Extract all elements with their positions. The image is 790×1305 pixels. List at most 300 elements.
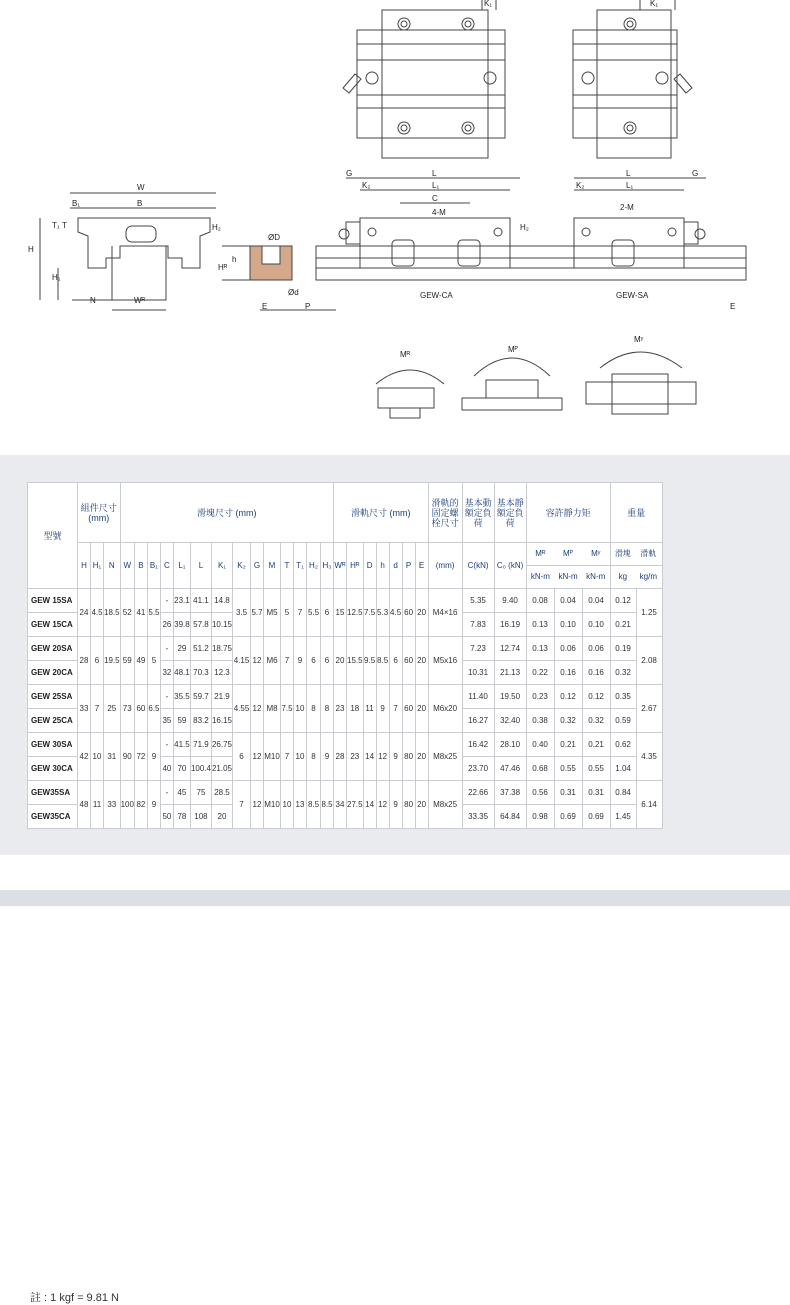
bottom-band — [0, 890, 790, 906]
spec-cell: 23 — [347, 733, 364, 781]
drawing-svg — [0, 0, 790, 450]
spec-cell: 10.31 — [462, 661, 494, 685]
spec-cell: 0.19 — [610, 637, 636, 661]
label-od: ØD — [268, 233, 280, 242]
spec-cell: M8 — [264, 685, 281, 733]
model-cell: GEW 30CA — [28, 757, 78, 781]
rail-weight-cell: 1.25 — [636, 589, 662, 637]
sub-header: L — [190, 543, 211, 589]
spec-cell: 0.22 — [526, 661, 554, 685]
spec-cell: 33 — [104, 781, 121, 829]
spec-cell: 0.13 — [526, 637, 554, 661]
spec-cell: 0.10 — [582, 613, 610, 637]
spec-cell: 4.5 — [91, 589, 104, 637]
label-t1: T₁ — [52, 221, 60, 230]
spec-cell: 0.04 — [582, 589, 610, 613]
spec-cell: 5.5 — [147, 589, 160, 637]
spec-cell: M5x16 — [428, 637, 462, 685]
moment-symbol: Mᴾ — [563, 549, 574, 558]
spec-cell: - — [160, 685, 173, 709]
spec-cell: 14.8 — [211, 589, 232, 613]
sub-header: N — [104, 543, 121, 589]
spec-table — [27, 482, 663, 829]
spec-cell: 13 — [294, 781, 307, 829]
label-e-right: E — [730, 302, 736, 311]
spec-cell: 59 — [173, 709, 190, 733]
moment-symbol: Mʸ — [591, 549, 601, 558]
spec-cell: 80 — [402, 733, 415, 781]
spec-cell: 24 — [78, 589, 91, 637]
spec-cell: 60 — [402, 637, 415, 685]
spec-cell: M10 — [264, 733, 281, 781]
header-dynamic: 基本動額定負荷 — [462, 483, 494, 543]
spec-cell: 7.83 — [462, 613, 494, 637]
label-p: P — [305, 302, 311, 311]
sub-header: L₁ — [173, 543, 190, 589]
spec-cell: 6 — [389, 637, 402, 685]
spec-cell: 18 — [347, 685, 364, 733]
sub-header: K₁ — [211, 543, 232, 589]
spec-cell: 9 — [389, 781, 402, 829]
label-mr: Mᴿ — [400, 350, 411, 359]
label-k2-sa: K₂ — [576, 181, 585, 190]
spec-cell: 8.5 — [376, 637, 389, 685]
header-bolt: 滑軌的固定螺栓尺寸 — [428, 483, 462, 543]
spec-cell: 9 — [147, 781, 160, 829]
model-cell: GEW 25CA — [28, 709, 78, 733]
sub-header: C(kN) — [462, 543, 494, 589]
sub-header: (mm) — [428, 543, 462, 589]
spec-cell: 12 — [376, 733, 389, 781]
spec-cell: 16.42 — [462, 733, 494, 757]
spec-cell: 5 — [281, 589, 294, 637]
spec-cell: 21.05 — [211, 757, 232, 781]
spec-cell: 28 — [78, 637, 91, 685]
spec-cell: 73 — [120, 685, 134, 733]
spec-cell: 20 — [211, 805, 232, 829]
spec-cell: 6 — [307, 637, 321, 685]
spec-cell: 35.5 — [173, 685, 190, 709]
spec-cell: 0.32 — [554, 709, 582, 733]
sub-header: C — [160, 543, 173, 589]
model-cell: GEW35CA — [28, 805, 78, 829]
spec-cell: 71.9 — [190, 733, 211, 757]
spec-cell: 41 — [134, 589, 147, 637]
spec-cell: 5.5 — [307, 589, 321, 637]
spec-cell: 12 — [251, 781, 264, 829]
spec-cell: 0.13 — [526, 613, 554, 637]
label-h2-ca: H₂ — [520, 223, 529, 232]
spec-cell: 18.75 — [211, 637, 232, 661]
note: 註 : 1 kgf = 9.81 N — [30, 1292, 119, 1304]
label-h-small: h — [232, 255, 237, 264]
moment-icons — [376, 352, 696, 418]
spec-cell: 12.74 — [494, 637, 526, 661]
spec-cell: 37.38 — [494, 781, 526, 805]
moment-sub-header — [526, 543, 610, 589]
spec-cell: 0.68 — [526, 757, 554, 781]
label-gew-sa: GEW-SA — [616, 291, 649, 300]
label-h2-section: H₂ — [212, 223, 221, 232]
header-moment: 容許靜力矩 — [526, 483, 610, 543]
table-row — [28, 733, 663, 757]
sub-header: M — [264, 543, 281, 589]
spec-cell: 49 — [134, 637, 147, 685]
spec-cell: 11.40 — [462, 685, 494, 709]
spec-cell: 20 — [415, 589, 428, 637]
label-b: B — [137, 199, 143, 208]
spec-cell: 15.5 — [347, 637, 364, 685]
spec-cell: 72 — [134, 733, 147, 781]
spec-cell: 22.66 — [462, 781, 494, 805]
spec-cell: 60 — [402, 685, 415, 733]
spec-cell: 23.1 — [173, 589, 190, 613]
spec-cell: 80 — [402, 781, 415, 829]
spec-cell: 9 — [389, 733, 402, 781]
spec-cell: M4×16 — [428, 589, 462, 637]
spec-cell: 70.3 — [190, 661, 211, 685]
spec-cell: 20 — [415, 685, 428, 733]
spec-cell: 0.69 — [554, 805, 582, 829]
sub-header: B₁ — [147, 543, 160, 589]
sub-header: B — [134, 543, 147, 589]
spec-cell: 0.12 — [554, 685, 582, 709]
spec-cell: 26.75 — [211, 733, 232, 757]
spec-cell: 0.16 — [554, 661, 582, 685]
sub-header: Wᴿ — [334, 543, 347, 589]
spec-cell: 0.12 — [582, 685, 610, 709]
model-cell: GEW 15CA — [28, 613, 78, 637]
spec-cell: 7 — [91, 685, 104, 733]
spec-cell: 0.98 — [526, 805, 554, 829]
spec-cell: 50 — [160, 805, 173, 829]
spec-cell: M8x25 — [428, 781, 462, 829]
spec-cell: 27.5 — [347, 781, 364, 829]
spec-cell: 11 — [91, 781, 104, 829]
spec-cell: 57.8 — [190, 613, 211, 637]
spec-cell: 0.59 — [610, 709, 636, 733]
spec-cell: 32.40 — [494, 709, 526, 733]
spec-cell: 0.31 — [582, 781, 610, 805]
spec-cell: 31 — [104, 733, 121, 781]
spec-cell: 28.10 — [494, 733, 526, 757]
spec-cell: 10 — [281, 781, 294, 829]
spec-cell: 40 — [160, 757, 173, 781]
spec-cell: 90 — [120, 733, 134, 781]
spec-cell: 0.32 — [582, 709, 610, 733]
spec-cell: 16.15 — [211, 709, 232, 733]
sub-header: H₃ — [321, 543, 334, 589]
spec-cell: 0.21 — [610, 613, 636, 637]
label-l1-ca: L₁ — [432, 181, 440, 190]
spec-cell: 0.08 — [526, 589, 554, 613]
spec-cell: 20 — [415, 637, 428, 685]
spec-cell: 10 — [91, 733, 104, 781]
header-static: 基本靜額定負荷 — [494, 483, 526, 543]
spec-cell: 14 — [363, 733, 376, 781]
spec-cell: 9 — [147, 733, 160, 781]
spec-cell: 5 — [147, 637, 160, 685]
spec-cell: 10 — [294, 733, 307, 781]
spec-cell: 18.5 — [104, 589, 121, 637]
spec-cell: 8 — [307, 733, 321, 781]
spec-cell: 0.32 — [610, 661, 636, 685]
spec-cell: - — [160, 781, 173, 805]
spec-cell: 32 — [160, 661, 173, 685]
header-weight: 重量 — [610, 483, 662, 543]
label-od-small: Ød — [288, 288, 299, 297]
spec-cell: 7 — [294, 589, 307, 637]
moment-unit: kN-m — [554, 566, 582, 589]
spec-cell: 7 — [389, 685, 402, 733]
spec-cell: 12.3 — [211, 661, 232, 685]
label-h: H — [28, 245, 34, 254]
spec-cell: 12 — [251, 685, 264, 733]
spec-cell: M8x25 — [428, 733, 462, 781]
spec-cell: 75 — [190, 781, 211, 805]
spec-cell: 4.55 — [233, 685, 251, 733]
spec-cell: 47.46 — [494, 757, 526, 781]
table-row — [28, 685, 663, 709]
sub-header: P — [402, 543, 415, 589]
spec-cell: 0.06 — [582, 637, 610, 661]
spec-cell: 7 — [233, 781, 251, 829]
spec-cell: 33.35 — [462, 805, 494, 829]
spec-cell: 100 — [120, 781, 134, 829]
spec-cell: 51.2 — [190, 637, 211, 661]
sub-header-row — [28, 543, 663, 589]
sub-header: H — [78, 543, 91, 589]
sub-header: H₁ — [91, 543, 104, 589]
spec-cell: 48.1 — [173, 661, 190, 685]
weight-block-header: 滑塊 — [614, 549, 631, 558]
sub-header: W — [120, 543, 134, 589]
spec-cell: 16.27 — [462, 709, 494, 733]
rail-side-section — [222, 246, 336, 310]
spec-cell: 0.10 — [554, 613, 582, 637]
spec-cell: 33 — [78, 685, 91, 733]
spec-cell: 20 — [415, 733, 428, 781]
spec-cell: 11 — [363, 685, 376, 733]
moment-unit: kN-m — [527, 566, 555, 589]
label-g-ca: G — [346, 169, 353, 178]
spec-cell: 8 — [307, 685, 321, 733]
spec-cell: 41.1 — [190, 589, 211, 613]
label-n: N — [90, 296, 96, 305]
spec-cell: 78 — [173, 805, 190, 829]
spec-cell: 59.7 — [190, 685, 211, 709]
rail-weight-cell: 4.35 — [636, 733, 662, 781]
label-gew-ca: GEW-CA — [420, 291, 453, 300]
sub-header: E — [415, 543, 428, 589]
spec-cell: 7.23 — [462, 637, 494, 661]
label-my: Mʸ — [634, 335, 644, 344]
label-2m: 2-M — [620, 203, 634, 212]
label-hr: Hᴿ — [218, 263, 228, 272]
spec-cell: M6 — [264, 637, 281, 685]
spec-cell: 6 — [321, 637, 334, 685]
spec-cell: 45 — [173, 781, 190, 805]
model-cell: GEW 20SA — [28, 637, 78, 661]
spec-cell: 6.5 — [147, 685, 160, 733]
label-k1-left: K₁ — [484, 0, 493, 8]
spec-cell: 10.15 — [211, 613, 232, 637]
spec-cell: 0.06 — [554, 637, 582, 661]
spec-cell: 19.5 — [104, 637, 121, 685]
sub-header: T₁ — [294, 543, 307, 589]
model-cell: GEW 15SA — [28, 589, 78, 613]
spec-cell: 10 — [294, 685, 307, 733]
spec-cell: 7.5 — [281, 685, 294, 733]
spec-cell: 64.84 — [494, 805, 526, 829]
header-rail: 滑軌尺寸 (mm) — [334, 483, 429, 543]
label-wr: Wᴿ — [134, 296, 146, 305]
spec-cell: 23.70 — [462, 757, 494, 781]
spec-cell: 0.55 — [554, 757, 582, 781]
spec-cell: 8 — [321, 685, 334, 733]
spec-cell: - — [160, 637, 173, 661]
spec-cell: 0.12 — [610, 589, 636, 613]
spec-cell: 0.31 — [554, 781, 582, 805]
table-row — [28, 637, 663, 661]
label-e-left: E — [262, 302, 268, 311]
model-cell: GEW 30SA — [28, 733, 78, 757]
spec-cell: 100.4 — [190, 757, 211, 781]
weight-sub-header — [610, 543, 662, 589]
spec-cell: 83.2 — [190, 709, 211, 733]
spec-cell: 4.5 — [389, 589, 402, 637]
spec-cell: 23 — [334, 685, 347, 733]
rail-weight-cell: 2.67 — [636, 685, 662, 733]
spec-cell: 48 — [78, 781, 91, 829]
spec-cell: 0.62 — [610, 733, 636, 757]
label-l1-sa: L₁ — [626, 181, 634, 190]
top-view-ca — [343, 0, 505, 158]
spec-table-panel — [0, 455, 790, 1304]
spec-cell: 108 — [190, 805, 211, 829]
label-g-sa: G — [692, 169, 699, 178]
model-cell: GEW 25SA — [28, 685, 78, 709]
spec-cell: 0.55 — [582, 757, 610, 781]
spec-cell: 0.21 — [582, 733, 610, 757]
spec-cell: 1.04 — [610, 757, 636, 781]
spec-cell: M6x20 — [428, 685, 462, 733]
spec-cell: 6 — [321, 589, 334, 637]
spec-cell: 12 — [251, 637, 264, 685]
cross-section — [40, 193, 216, 310]
sub-header: T — [281, 543, 294, 589]
spec-cell: 60 — [134, 685, 147, 733]
sub-header: h — [376, 543, 389, 589]
rail-weight-cell: 6.14 — [636, 781, 662, 829]
moment-unit: kN-m — [582, 566, 610, 589]
spec-cell: - — [160, 733, 173, 757]
spec-cell: 0.69 — [582, 805, 610, 829]
side-view — [316, 178, 746, 280]
sub-header: K₂ — [233, 543, 251, 589]
spec-cell: 9.40 — [494, 589, 526, 613]
spec-cell: 6 — [233, 733, 251, 781]
spec-cell: 21.13 — [494, 661, 526, 685]
weight-unit: kg/m — [635, 566, 662, 589]
spec-cell: 0.21 — [554, 733, 582, 757]
spec-cell: - — [160, 589, 173, 613]
sub-header: H₂ — [307, 543, 321, 589]
spec-cell: M10 — [264, 781, 281, 829]
spec-cell: 0.40 — [526, 733, 554, 757]
spec-cell: 9 — [321, 733, 334, 781]
spec-cell: 70 — [173, 757, 190, 781]
sub-header: D — [363, 543, 376, 589]
spec-cell: 20 — [415, 781, 428, 829]
spec-cell: 59 — [120, 637, 134, 685]
label-c: C — [432, 194, 438, 203]
spec-cell: 1.45 — [610, 805, 636, 829]
spec-cell: 7.5 — [363, 589, 376, 637]
spec-cell: 12.5 — [347, 589, 364, 637]
spec-cell: 4.15 — [233, 637, 251, 685]
table-row — [28, 781, 663, 805]
spec-cell: 0.38 — [526, 709, 554, 733]
rail-weight-cell: 2.08 — [636, 637, 662, 685]
spec-cell: 28.5 — [211, 781, 232, 805]
sub-header: C₀ (kN) — [494, 543, 526, 589]
spec-cell: 14 — [363, 781, 376, 829]
label-l-ca: L — [432, 169, 437, 178]
weight-rail-header: 滑軌 — [640, 549, 657, 558]
spec-cell: 19.50 — [494, 685, 526, 709]
label-h1: H₁ — [52, 273, 61, 282]
spec-cell: 39.8 — [173, 613, 190, 637]
spec-cell: 7 — [281, 637, 294, 685]
spec-cell: 12 — [376, 781, 389, 829]
spec-cell: 28 — [334, 733, 347, 781]
spec-cell: 82 — [134, 781, 147, 829]
weight-unit: kg — [611, 566, 635, 589]
spec-cell: 41.5 — [173, 733, 190, 757]
label-l-sa: L — [626, 169, 631, 178]
technical-drawing — [0, 0, 790, 450]
spec-cell: 8.5 — [307, 781, 321, 829]
spec-cell: 26 — [160, 613, 173, 637]
spec-cell: 6 — [91, 637, 104, 685]
spec-cell: 9 — [376, 685, 389, 733]
spec-cell: 21.9 — [211, 685, 232, 709]
spec-cell: 0.23 — [526, 685, 554, 709]
spec-cell: 0.04 — [554, 589, 582, 613]
table-row — [28, 589, 663, 613]
label-b1: B₁ — [72, 199, 81, 208]
spec-cell: 8.5 — [321, 781, 334, 829]
spec-cell: 16.19 — [494, 613, 526, 637]
header-model: 型號 — [28, 483, 78, 589]
spec-cell: 12 — [251, 733, 264, 781]
spec-cell: 52 — [120, 589, 134, 637]
spec-cell: 9 — [294, 637, 307, 685]
label-4m: 4-M — [432, 208, 446, 217]
spec-cell: 0.56 — [526, 781, 554, 805]
spec-body — [28, 589, 663, 829]
spec-cell: 15 — [334, 589, 347, 637]
spec-cell: 3.5 — [233, 589, 251, 637]
label-mp: Mᴾ — [508, 345, 519, 354]
spec-cell: 5.7 — [251, 589, 264, 637]
sub-header: Hᴿ — [347, 543, 364, 589]
spec-cell: 7 — [281, 733, 294, 781]
spec-cell: 0.84 — [610, 781, 636, 805]
spec-cell: 42 — [78, 733, 91, 781]
sub-header: G — [251, 543, 264, 589]
